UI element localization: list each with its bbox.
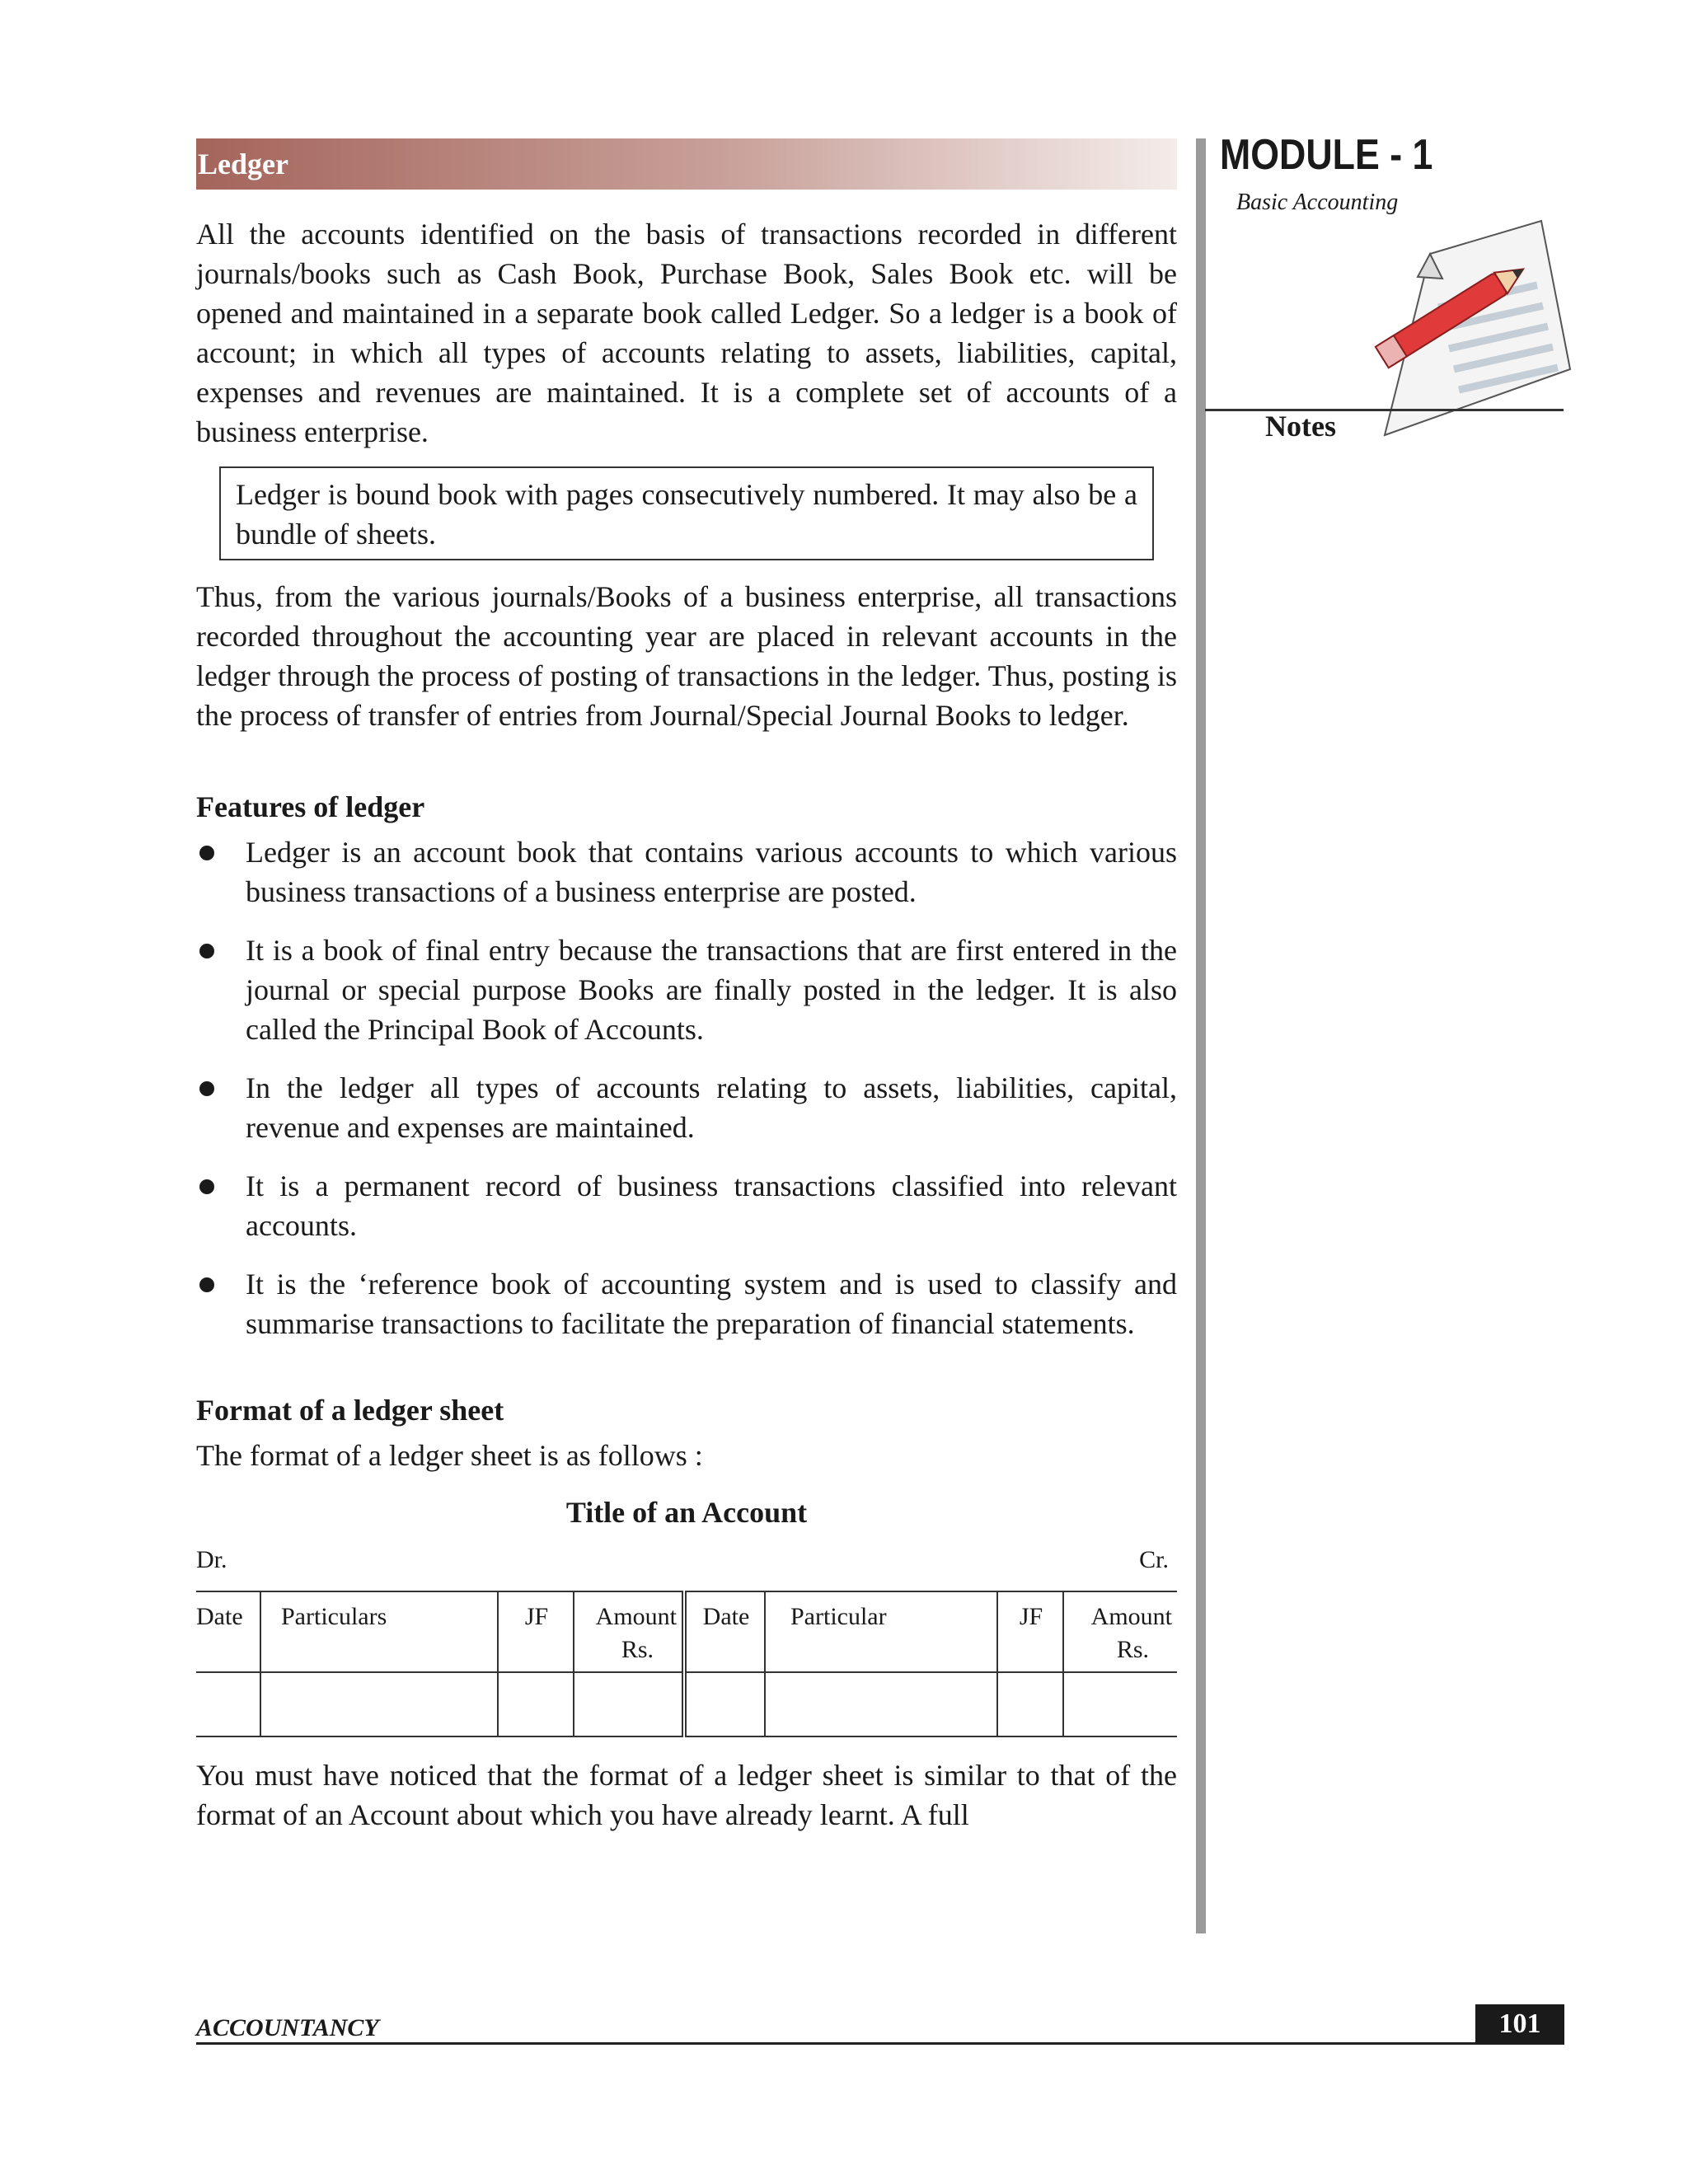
- bullet-icon: [199, 1179, 214, 1194]
- notes-label: Notes: [1265, 410, 1336, 443]
- footer-rule: [196, 2042, 1564, 2045]
- list-item: It is the ‘reference book of accounting system and is used to classify and summarise transactions to facilitate the preparation of financial statements.: [196, 1264, 1177, 1343]
- col-jf-cr: JF: [997, 1591, 1063, 1672]
- module-title: MODULE - 1: [1220, 131, 1433, 179]
- sidebar-rule: [1196, 138, 1206, 1933]
- col-date-dr: Date: [196, 1591, 260, 1672]
- debit-label: Dr.: [196, 1546, 227, 1573]
- list-item: It is a permanent record of business transactions classified into relevant accounts.: [196, 1166, 1177, 1245]
- bullet-icon: [199, 846, 214, 860]
- col-amount-cr: Amount Rs.: [1063, 1591, 1177, 1672]
- table-row: [196, 1672, 1177, 1736]
- col-particulars-dr: Particulars: [260, 1591, 498, 1672]
- col-jf-dr: JF: [498, 1591, 574, 1672]
- main-content: [196, 138, 1177, 1835]
- list-item: It is a book of final entry because the transactions that are first entered in the journal or special purpose Books are finally posted in the ledger. It is also called the Principal Book of Accounts.: [196, 930, 1177, 1049]
- section-title-bar: Ledger: [196, 138, 1177, 190]
- credit-label: Cr.: [1139, 1546, 1169, 1573]
- features-heading: Features of ledger: [196, 790, 425, 823]
- list-item: In the ledger all types of accounts relating to assets, liabilities, capital, revenue and expenses are maintained.: [196, 1068, 1177, 1147]
- footer-title: ACCOUNTANCY: [196, 2014, 379, 2041]
- dr-cr-row: [196, 1546, 1177, 1574]
- table-header-row: [196, 1591, 1177, 1672]
- notes-divider: [1205, 409, 1564, 411]
- format-heading: Format of a ledger sheet: [196, 1394, 504, 1427]
- notepad-pencil-icon: [1352, 213, 1591, 456]
- bullet-icon: [199, 1277, 214, 1292]
- closing-paragraph: You must have noticed that the format of a ledger sheet is similar to that of the format of an Account about which you have already learnt. A full: [196, 1759, 1177, 1831]
- list-item: Ledger is an account book that contains various accounts to which various business transactions of a business enterprise are posted.: [196, 832, 1177, 912]
- module-subtitle: Basic Accounting: [1236, 190, 1399, 215]
- posting-paragraph: Thus, from the various journals/Books of a business enterprise, all transactions recorded throughout the accounting year are placed in relevant accounts in the ledger through the process of posting of transactions in the ledger. Thus, posting is the process of transfer of entries from Journal/Special Journal Books to ledger.: [196, 580, 1177, 732]
- col-amount-dr: Amount Rs.: [574, 1591, 684, 1672]
- boxed-note: Ledger is bound book with pages consecutively numbered. It may also be a bundle of sheets.: [219, 466, 1154, 560]
- col-date-cr: Date: [684, 1591, 765, 1672]
- format-intro: The format of a ledger sheet is as follows :: [196, 1439, 703, 1472]
- page-number: 101: [1475, 2004, 1564, 2044]
- features-list: [196, 832, 1177, 1343]
- intro-paragraph: All the accounts identified on the basis of transactions recorded in different journals/books such as Cash Book, Purchase Book, Sales Book etc. will be opened and maintained in a separate book called Ledger. So a ledger is a book of account; in which all types of accounts relating to assets, liabilities, capital, expenses and revenues are maintained. It is a complete set of accounts of a business enterprise.: [196, 218, 1177, 448]
- col-particulars-cr: Particular: [765, 1591, 997, 1672]
- bullet-icon: [199, 944, 214, 958]
- bullet-icon: [199, 1081, 214, 1096]
- table-title: Title of an Account: [565, 1496, 808, 1529]
- ledger-format-table: [196, 1591, 1177, 1737]
